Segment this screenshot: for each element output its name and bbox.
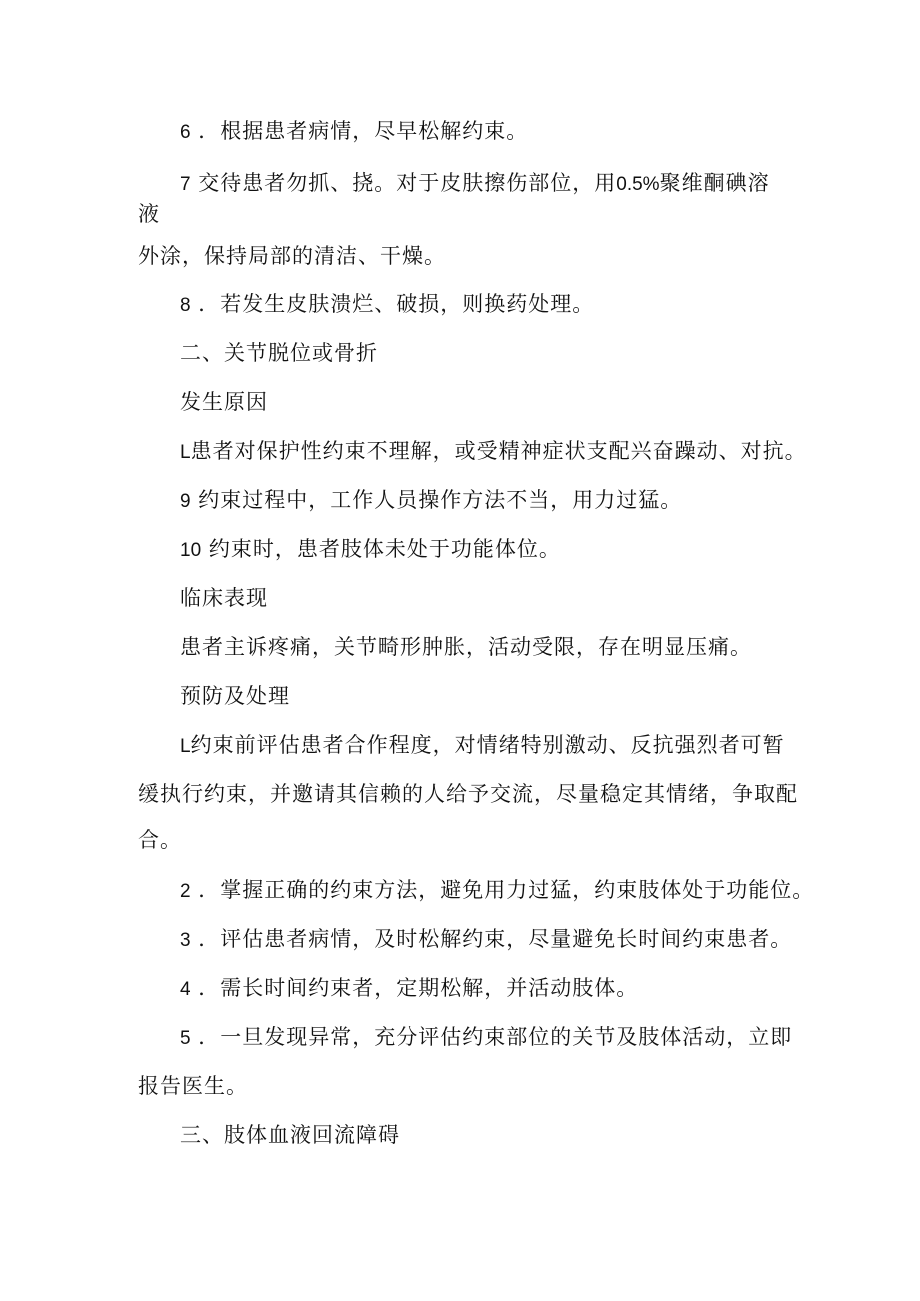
paragraph-text: 报告医生。 — [138, 1074, 248, 1098]
paragraph-text: 合。 — [138, 828, 182, 852]
item-number: 7 — [180, 174, 191, 195]
paragraph-item-4 — [180, 974, 638, 1004]
paragraph-item-1 — [180, 437, 807, 467]
paragraph-text-continued: 聚维酮碘溶 — [659, 171, 770, 195]
paragraph-text: ．若发生皮肤溃烂、破损，则换药处理。 — [198, 292, 595, 316]
item-number: 3 — [180, 930, 191, 951]
paragraph-text: 外涂，保持局部的清洁、干燥。 — [138, 244, 446, 268]
paragraph-wrap-line — [138, 242, 446, 270]
paragraph-wrap-line — [138, 780, 798, 808]
paragraph-text: ．评估患者病情，及时松解约束，尽量避免长时间约束患者。 — [198, 927, 793, 951]
paragraph-text: 缓执行约束，并邀请其信赖的人给予交流，尽量稳定其情绪，争取配 — [138, 782, 798, 806]
paragraph-item-9 — [180, 486, 682, 516]
paragraph-item-1b — [180, 731, 785, 761]
paragraph-text: 患者对保护性约束不理解，或受精神症状支配兴奋躁动、对抗。 — [190, 439, 807, 463]
paragraph-wrap-line — [138, 200, 160, 228]
paragraph-wrap-line — [138, 826, 182, 854]
subheading-text: 临床表现 — [180, 586, 268, 610]
paragraph-item-7 — [180, 169, 770, 199]
paragraph-item-10 — [180, 535, 561, 565]
item-number: L — [180, 736, 191, 757]
item-number: L — [180, 442, 191, 463]
paragraph-text: 约束过程中，工作人员操作方法不当，用力过猛。 — [198, 488, 683, 512]
paragraph-item-3 — [180, 925, 792, 955]
paragraph-clinical-text — [180, 633, 752, 661]
item-number: 6 — [180, 122, 191, 143]
paragraph-item-5 — [180, 1023, 792, 1053]
paragraph-item-8 — [180, 290, 594, 320]
section-heading-text: 二、关节脱位或骨折 — [180, 341, 378, 365]
paragraph-text: 约束前评估患者合作程度，对情绪特别激动、反抗强烈者可暂 — [190, 733, 785, 757]
paragraph-wrap-line — [138, 1072, 248, 1100]
item-number: 5 — [180, 1028, 191, 1049]
item-number: 9 — [180, 491, 191, 512]
subheading-text: 发生原因 — [180, 390, 268, 414]
paragraph-item-6 — [180, 117, 528, 147]
subheading-prevention — [180, 682, 290, 710]
section-heading-joint-dislocation — [180, 339, 378, 367]
section-heading-text: 三、肢体血液回流障碍 — [180, 1123, 400, 1147]
paragraph-text: ．一旦发现异常，充分评估约束部位的关节及肢体活动，立即 — [198, 1025, 793, 1049]
paragraph-item-2 — [180, 876, 814, 906]
subheading-clinical — [180, 584, 268, 612]
paragraph-text: 约束时，患者肢体未处于功能体位。 — [208, 537, 561, 561]
paragraph-text: ．需长时间约束者，定期松解，并活动肢体。 — [198, 976, 639, 1000]
paragraph-text: 液 — [138, 202, 160, 226]
section-heading-blood-flow — [180, 1121, 400, 1149]
subheading-text: 预防及处理 — [180, 684, 290, 708]
concentration-value: 0.5% — [616, 174, 660, 195]
item-number: 4 — [180, 979, 191, 1000]
item-number: 8 — [180, 295, 191, 316]
subheading-cause — [180, 388, 268, 416]
item-number: 2 — [180, 881, 191, 902]
paragraph-text: 患者主诉疼痛，关节畸形肿胀，活动受限，存在明显压痛。 — [180, 635, 752, 659]
item-number: 10 — [180, 540, 202, 561]
paragraph-text: 交待患者勿抓、挠。对于皮肤擦伤部位，用 — [198, 171, 617, 195]
paragraph-text: ．根据患者病情，尽早松解约束。 — [198, 119, 529, 143]
paragraph-text: ．掌握正确的约束方法，避免用力过猛，约束肢体处于功能位。 — [198, 878, 815, 902]
